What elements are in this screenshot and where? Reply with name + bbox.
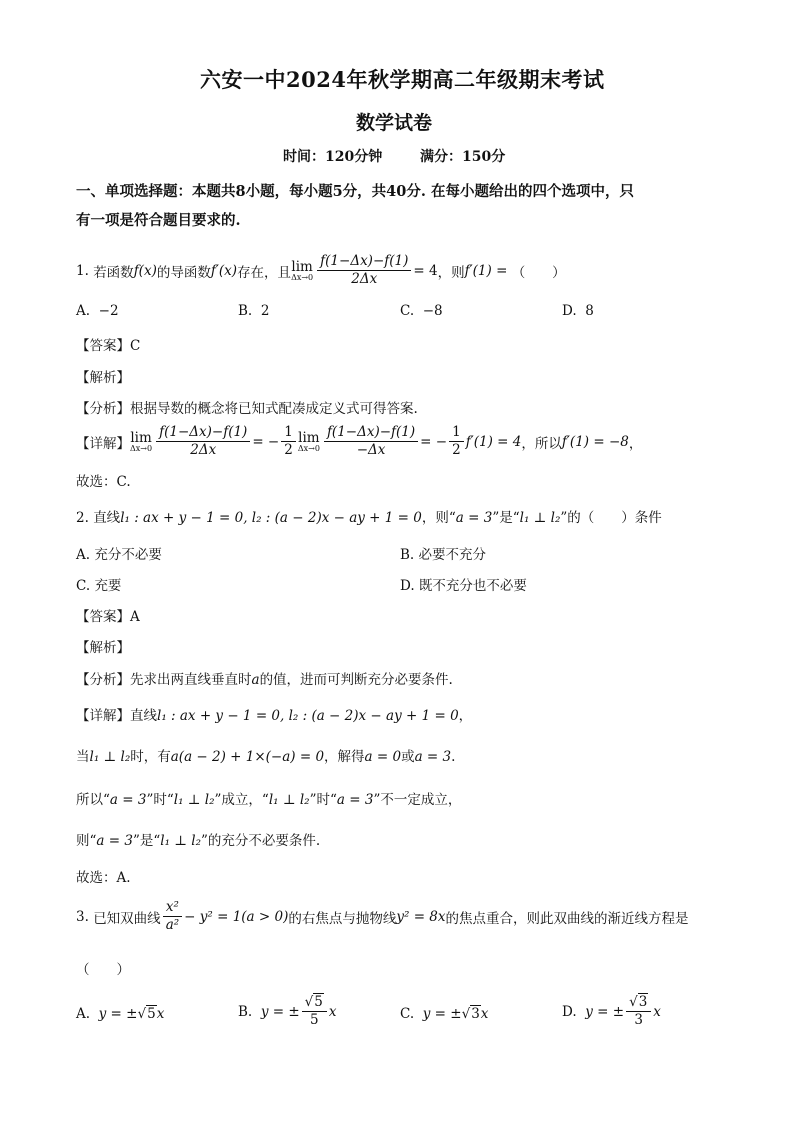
q1-paren: （ ） bbox=[511, 264, 566, 281]
q2-option-d: D. 既不充分也不必要 bbox=[400, 578, 527, 594]
q1-fpx: f′(x) bbox=[210, 262, 238, 279]
q1-ask: f′(1) = bbox=[464, 262, 508, 279]
q3-option-d-frac: $\frac{√3}{3}$ bbox=[626, 995, 651, 1028]
q2-fenxi: 【分析】先求出两直线垂直时a的值，进而可判断充分必要条件. bbox=[76, 672, 453, 688]
q2-lines: l₁ : ax + y − 1 = 0, l₂ : (a − 2)x − ay + 1 = 0 bbox=[120, 510, 422, 526]
lim-sub: Δx→0 bbox=[291, 272, 314, 282]
q3-option-a: A. y = ± √ 5 x bbox=[76, 1005, 165, 1022]
q1-eq-val: = 4 bbox=[413, 262, 438, 279]
q1-option-b: B. 2 bbox=[238, 303, 270, 319]
q2-option-b: B. 必要不充分 bbox=[400, 547, 487, 563]
q1-detail-frac1: $\frac{f(1-\Delta x)-f(1)}{2\Delta x}$ bbox=[156, 425, 250, 458]
q1-fraction bbox=[317, 254, 411, 287]
q1-detail-half1: $\frac{1}{2}$ bbox=[281, 425, 296, 458]
exam-score: 满分：150分 bbox=[420, 149, 506, 165]
q3-option-b-frac: $\frac{√5}{5}$ bbox=[302, 995, 327, 1028]
q2-detail: 【详解】直线l₁ : ax + y − 1 = 0, l₂ : (a − 2)x − ay + 1 = 0， bbox=[76, 708, 473, 724]
q3-number: 3. bbox=[76, 908, 89, 925]
q2-analysis-tag: 【解析】 bbox=[76, 640, 130, 656]
q1-fx: f(x) bbox=[133, 262, 157, 279]
q2-number: 2. bbox=[76, 510, 89, 526]
q1-detail bbox=[76, 425, 642, 458]
q2-option-c: C. 充要 bbox=[76, 578, 122, 594]
q2-detail-line5: 则“a = 3”是“l₁ ⊥ l₂”的充分不必要条件. bbox=[76, 833, 321, 849]
q2-answer: 【答案】A bbox=[76, 609, 140, 625]
q1-text-d: ，则 bbox=[437, 264, 465, 281]
q2-choose: 故选：A. bbox=[76, 870, 131, 886]
q1-detail-eq2: = − bbox=[420, 433, 448, 450]
q1-number: 1. bbox=[76, 262, 89, 279]
q1-fenxi: 【分析】根据导数的概念将已知式配凑成定义式可得答案. bbox=[76, 401, 418, 417]
q1-detail-lim2: lim Δx→0 bbox=[297, 429, 320, 453]
q1-detail-half2: $\frac{1}{2}$ bbox=[449, 425, 464, 458]
exam-title: 六安一中2024年秋学期高二年级期末考试 bbox=[200, 67, 605, 92]
q1-text-b: 的导函数 bbox=[156, 264, 211, 281]
q1-detail-tail: f′(1) = 4 bbox=[465, 433, 522, 450]
q1-detail-lim1: lim Δx→0 bbox=[130, 429, 153, 453]
exam-subtitle: 数学试卷 bbox=[356, 112, 433, 134]
q2-detail-line4: 所以“a = 3”时“l₁ ⊥ l₂”成立，“l₁ ⊥ l₂”时“a = 3”不一定成立， bbox=[76, 792, 462, 808]
q3-option-c: C. y = ± √ 3 x bbox=[400, 1005, 489, 1022]
q1-text-c: 存在，且 bbox=[237, 264, 292, 281]
question-3-stem: 3. 已知双曲线 $\frac{\text{x²}}{\text{a²}}$ − y² = 1(a > 0) 的右焦点与抛物线 y² = 8x 的焦点重合，则此双曲线的渐近线方程是 bbox=[76, 899, 689, 933]
section-heading-line2: 有一项是符合题目要求的. bbox=[76, 212, 241, 229]
q3-paren: （ ） bbox=[76, 962, 130, 978]
q3-option-d: D. y = ± $\frac{√3}{3}$ x bbox=[562, 994, 661, 1028]
q1-frac-num: f(1−Δx)−f(1) bbox=[317, 254, 411, 271]
q1-option-c: C. −8 bbox=[400, 303, 443, 319]
q2-option-a: A. 充分不必要 bbox=[76, 547, 162, 563]
q1-detail-frac2: $\frac{f(1-\Delta x)-f(1)}{-\Delta x}$ bbox=[324, 425, 418, 458]
q1-comma: ， bbox=[628, 435, 643, 452]
q1-analysis-tag: 【解析】 bbox=[76, 370, 130, 386]
q1-option-a: A. −2 bbox=[76, 303, 119, 319]
question-1-stem bbox=[76, 254, 566, 287]
q1-detail-end: ，所以 bbox=[521, 435, 562, 452]
q1-choose: 故选：C. bbox=[76, 474, 131, 490]
q1-detail-eq1: = − bbox=[252, 433, 280, 450]
q1-result: f′(1) = −8 bbox=[561, 433, 629, 450]
q3-option-b: B. y = ± $\frac{√5}{5}$ x bbox=[238, 994, 337, 1028]
question-2-stem: 2. 直线l₁ : ax + y − 1 = 0, l₂ : (a − 2)x − ay + 1 = 0，则“a = 3”是“l₁ ⊥ l₂”的（ ）条件 bbox=[76, 510, 662, 526]
q1-limit bbox=[291, 260, 313, 282]
q1-text-a: 若函数 bbox=[93, 264, 134, 281]
q2-detail-line3: 当l₁ ⊥ l₂时，有a(a − 2) + 1×(−a) = 0，解得a = 0或a = 3. bbox=[76, 749, 456, 765]
q1-detail-tag: 【详解】 bbox=[76, 435, 130, 452]
exam-time: 时间：120分钟 bbox=[283, 149, 383, 165]
q1-answer: 【答案】C bbox=[76, 338, 141, 354]
lim-word: lim bbox=[291, 258, 313, 275]
section-heading-line1: 一、单项选择题：本题共8小题，每小题5分，共40分. 在每小题给出的四个选项中，只 bbox=[76, 183, 634, 200]
q1-option-d: D. 8 bbox=[562, 303, 594, 319]
q1-frac-den: 2Δx bbox=[351, 271, 378, 287]
q3-fraction: $\frac{\text{x²}}{\text{a²}}$ bbox=[163, 900, 182, 933]
